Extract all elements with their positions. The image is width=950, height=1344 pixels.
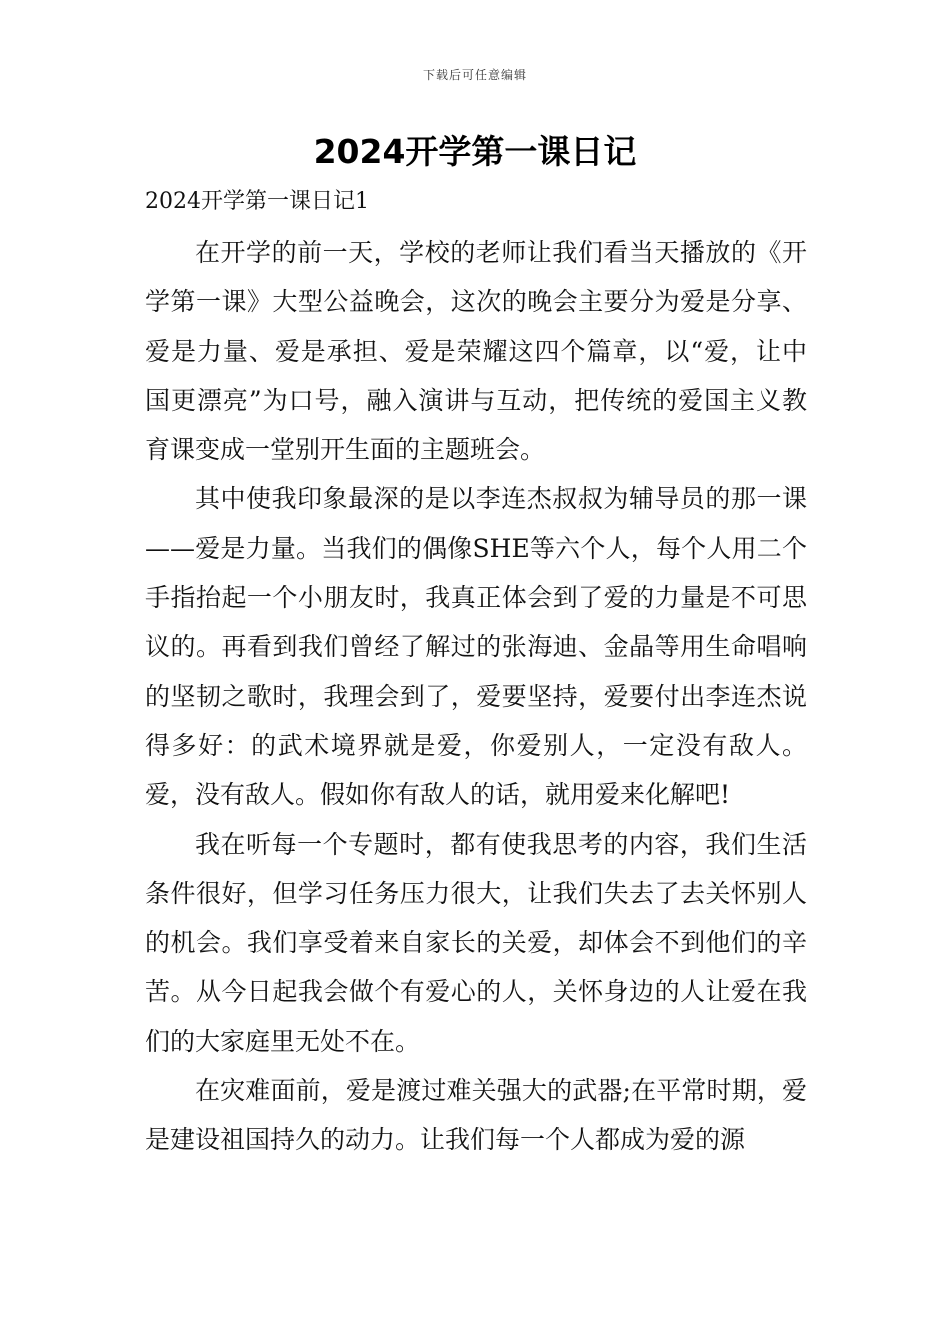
- paragraph: 在灾难面前，爱是渡过难关强大的武器;在平常时期，爱是建设祖国持久的动力。让我们每一个人都成为爱的源: [145, 1076, 807, 1155]
- paragraph: 其中使我印象最深的是以李连杰叔叔为辅导员的那一课——爱是力量。当我们的偶像SHE等六个人，每个人用二个手指抬起一个小朋友时，我真正体会到了爱的力量是不可思议的。再看到我们曾经了解过的张海迪、金晶等用生命唱响的坚韧之歌时，我理会到了，爱要坚持，爱要付出李连杰说得多好：的武术境界就是爱，你爱别人，一定没有敌人。爱，没有敌人。假如你有敌人的话，就用爱来化解吧!: [145, 484, 807, 810]
- header-note: 下载后可任意编辑: [422, 68, 527, 82]
- document-subtitle: 2024开学第一课日记1: [145, 189, 369, 214]
- document-body: [145, 228, 807, 1165]
- paragraph: 在开学的前一天，学校的老师让我们看当天播放的《开学第一课》大型公益晚会，这次的晚会主要分为爱是分享、爱是力量、爱是承担、爱是荣耀这四个篇章，以“爱，让中国更漂亮”为口号，融入演讲与互动，把传统的爱国主义教育课变成一堂别开生面的主题班会。: [145, 238, 807, 465]
- paragraph: 我在听每一个专题时，都有使我思考的内容，我们生活条件很好，但学习任务压力很大，让我们失去了去关怀别人的机会。我们享受着来自家长的关爱，却体会不到他们的辛苦。从今日起我会做个有爱心的人，关怀身边的人让爱在我们的大家庭里无处不在。: [145, 829, 807, 1056]
- document-title: 2024开学第一课日记: [313, 132, 637, 171]
